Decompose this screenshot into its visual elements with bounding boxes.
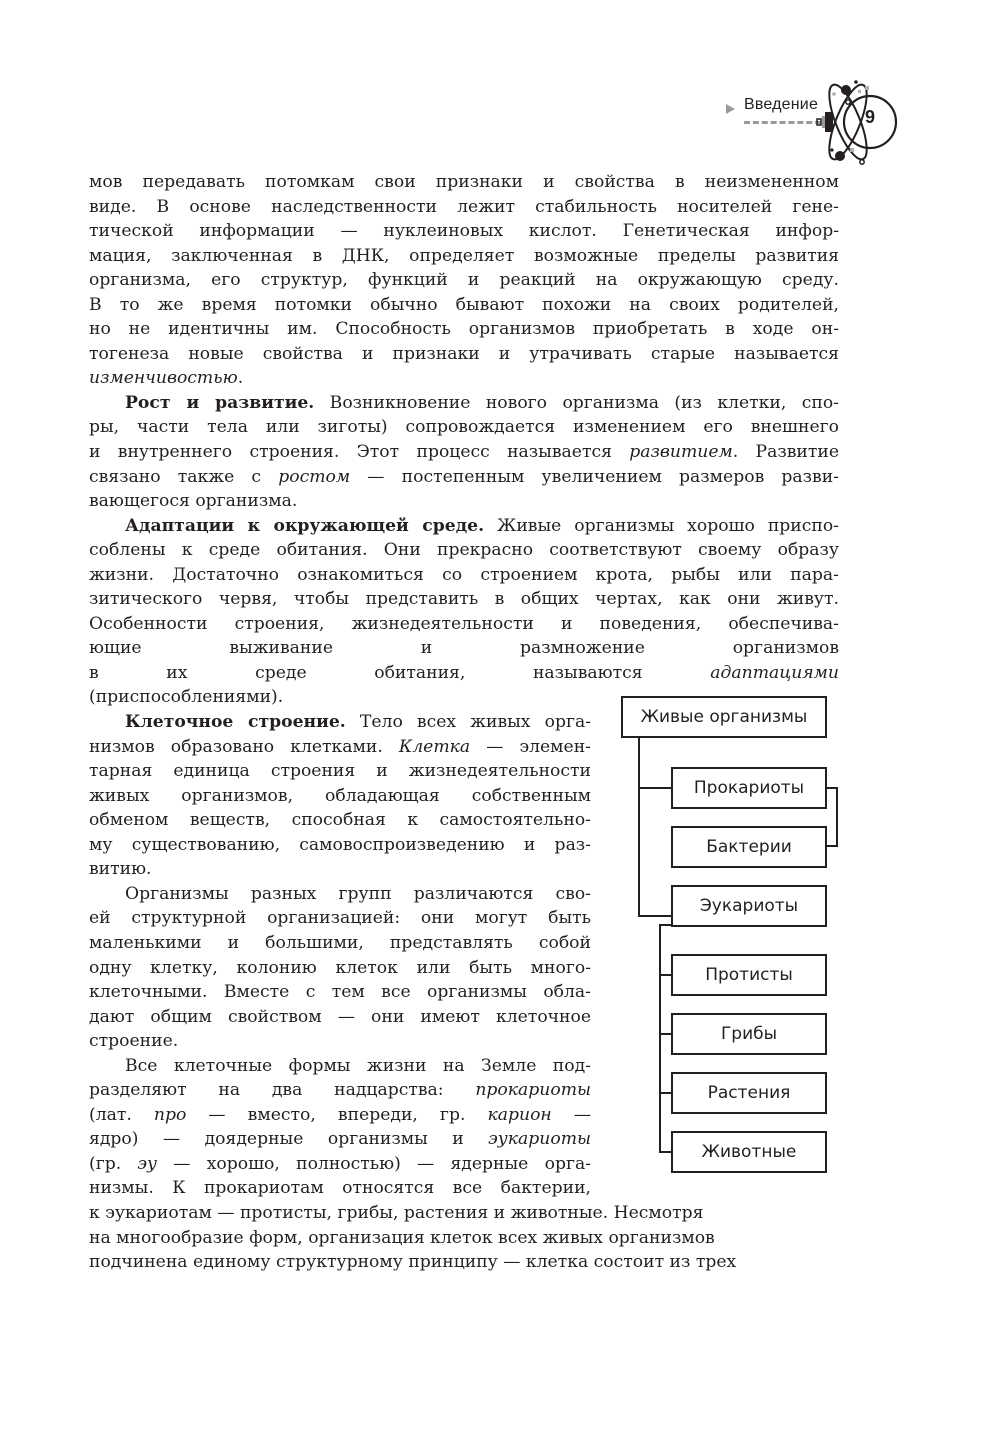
- node-eukaryotes: Эукариоты: [671, 885, 827, 927]
- text-run: вающегося организма.: [89, 491, 298, 512]
- italic-term: развитием: [629, 442, 733, 463]
- text-line: [89, 857, 591, 882]
- text-line: [89, 906, 591, 931]
- paragraph-growth-development: [89, 391, 839, 514]
- node-prokaryotes: Прокариоты: [671, 767, 827, 809]
- connector-bracket-vertical: [836, 787, 838, 847]
- connector-animals: [659, 1151, 671, 1153]
- text-line: [89, 808, 591, 833]
- text-run: маленькими и большими, представлять собой: [89, 932, 591, 953]
- text-line: [89, 317, 839, 342]
- text-line: [89, 759, 591, 784]
- italic-term: изменчивостью: [89, 368, 238, 389]
- text-line: [89, 1029, 591, 1054]
- text-run: В то же время потомки обычно бывают похожи на своих родителей,: [89, 294, 839, 315]
- node-plants: Растения: [671, 1072, 827, 1114]
- text-run: (лат.: [89, 1104, 154, 1125]
- text-run: связано также с: [89, 466, 279, 487]
- text-run: зитического червя, чтобы представить в общих чертах, как они живут.: [89, 589, 839, 610]
- node-animals: Животные: [671, 1131, 827, 1173]
- bold-term: Рост и развитие.: [125, 392, 315, 413]
- paragraph-adaptation: [89, 514, 839, 710]
- text-line: [89, 931, 591, 956]
- node-living-organisms: Живые организмы: [621, 696, 827, 738]
- text-line: [89, 195, 839, 220]
- connector-fungi: [659, 1033, 671, 1035]
- text-run: клеточными. Вместе с тем все организмы обла-: [89, 982, 591, 1003]
- text-run: жизни. Достаточно ознакомиться со строением крота, рыбы или пара-: [89, 564, 839, 585]
- text-line: [89, 440, 839, 465]
- node-protists: Протисты: [671, 954, 827, 996]
- text-line: [89, 219, 839, 244]
- connector-prokaryotes: [638, 787, 671, 789]
- classification-diagram: [600, 690, 840, 1180]
- text-line: [89, 612, 839, 637]
- connector-eukaryotes: [638, 915, 671, 917]
- text-run: — постепенным увеличением размеров разви-: [350, 466, 839, 487]
- text-run: — хорошо, полностью) — ядерные орга-: [157, 1153, 592, 1174]
- text-run: Особенности строения, жизнедеятельности и поведения, обеспечива-: [89, 613, 839, 634]
- text-run: к эукариотам — протисты, грибы, растения и животные. Несмотря: [89, 1202, 704, 1223]
- text-run: дают общим свойством — они имеют клеточное: [89, 1006, 591, 1027]
- text-run: одну клетку, колонию клеток или быть много-: [89, 957, 591, 978]
- text-run: но не идентичны им. Способность организмов приобретать в ходе он-: [89, 319, 839, 340]
- text-line: [89, 710, 591, 735]
- text-run: тогенеза новые свойства и признаки и утрачивать старые называется: [89, 343, 839, 364]
- text-line: [89, 391, 839, 416]
- text-line: [89, 1103, 591, 1128]
- text-run: Организмы разных групп различаются сво-: [125, 883, 591, 904]
- text-line: [89, 636, 839, 661]
- running-header: [720, 78, 910, 168]
- text-run: на многообразие форм, организация клеток всех живых организмов: [89, 1227, 715, 1248]
- text-line: [89, 489, 839, 514]
- text-run: мов передавать потомкам свои признаки и свойства в неизмененном: [89, 172, 839, 192]
- text-run: виде. В основе наследственности лежит стабильность носителей гене-: [89, 196, 839, 217]
- text-line: [89, 587, 839, 612]
- text-run: обменом веществ, способная к самостоятельно-: [89, 810, 591, 831]
- text-line: [89, 244, 839, 269]
- text-line: [89, 661, 839, 686]
- text-run: (приспособлениями).: [89, 687, 284, 708]
- text-line: [89, 784, 591, 809]
- italic-term: Клетка: [398, 736, 471, 757]
- text-line: [89, 293, 839, 318]
- text-run: низмов образовано клетками.: [89, 736, 399, 757]
- text-run: —: [551, 1104, 592, 1125]
- text-line: [89, 882, 591, 907]
- text-run: мация, заключенная в ДНК, определяет возможные пределы развития: [89, 245, 839, 266]
- text-line: [89, 1176, 591, 1201]
- text-run: Живые организмы хорошо приспо-: [484, 515, 839, 536]
- text-line: [89, 563, 839, 588]
- text-run: организма, его структур, функций и реакций на окружающую среду.: [89, 270, 839, 291]
- italic-term: про: [153, 1104, 187, 1125]
- page-number: 9: [865, 107, 876, 127]
- text-line: [89, 1078, 591, 1103]
- text-run: Возникновение нового организма (из клетки, спо-: [314, 392, 839, 413]
- text-line: [89, 170, 839, 195]
- paragraph-heredity-continued: [89, 170, 839, 391]
- text-run: строение.: [89, 1031, 179, 1052]
- text-line: [89, 735, 591, 760]
- atom-icon: [810, 78, 910, 168]
- text-line: [89, 465, 839, 490]
- connector-root-trunk: [638, 736, 640, 916]
- text-run: ры, части тела или зиготы) сопровождается изменением его внешнего: [89, 417, 839, 438]
- text-run: — элемен-: [470, 736, 591, 757]
- text-run: ющие выживание и размножение организмов: [89, 638, 839, 659]
- text-run: витию.: [89, 859, 152, 880]
- text-line: [89, 366, 839, 391]
- node-fungi: Грибы: [671, 1013, 827, 1055]
- text-run: в их среде обитания, называются: [89, 662, 711, 683]
- text-run: (гр.: [89, 1153, 138, 1174]
- connector-eukaryote-trunk: [659, 924, 661, 1153]
- text-line: [89, 1005, 591, 1030]
- text-run: Тело всех живых орга-: [345, 712, 592, 733]
- text-run: му существованию, самовоспроизведению и раз-: [89, 834, 591, 855]
- italic-term: ростом: [278, 466, 351, 487]
- text-line: [89, 980, 591, 1005]
- text-line: [89, 1054, 591, 1079]
- italic-term: карион: [487, 1104, 552, 1125]
- text-line: [89, 538, 839, 563]
- text-run: тической информации — нуклеиновых кислот. Генетическая инфор-: [89, 221, 839, 242]
- bold-term: Адаптации к окружающей среде.: [125, 515, 485, 536]
- text-line: [89, 1250, 737, 1275]
- italic-term: эу: [137, 1153, 158, 1174]
- connector-eukaryote-top: [659, 924, 671, 926]
- text-line: [89, 833, 591, 858]
- text-run: — вместо, впереди, гр.: [186, 1104, 488, 1125]
- text-run: соблены к среде обитания. Они прекрасно соответствуют своему образу: [89, 540, 839, 561]
- text-run: ядро) — доядерные организмы и: [89, 1129, 489, 1150]
- text-run: .: [237, 368, 244, 389]
- connector-protists: [659, 974, 671, 976]
- text-line: [89, 1201, 704, 1226]
- italic-term: прокариоты: [475, 1080, 591, 1101]
- text-run: Все клеточные формы жизни на Земле под-: [125, 1055, 591, 1076]
- text-run: ей структурной организацией: они могут быть: [89, 908, 591, 929]
- text-run: низмы. К прокариотам относятся все бактерии,: [89, 1178, 591, 1199]
- text-run: . Развитие: [732, 442, 839, 463]
- text-line: [89, 268, 839, 293]
- italic-term: эукариоты: [488, 1129, 591, 1150]
- text-line: [89, 1226, 715, 1251]
- triangle-bullet-icon: [726, 104, 735, 114]
- text-line: [89, 1152, 591, 1177]
- text-line: [89, 415, 839, 440]
- node-bacteria: Бактерии: [671, 826, 827, 868]
- text-line: [89, 956, 591, 981]
- text-run: и внутреннего строения. Этот процесс называется: [89, 442, 630, 463]
- text-run: подчинена единому структурному принципу — клетка состоит из трех: [89, 1252, 737, 1273]
- connector-plants: [659, 1092, 671, 1094]
- text-run: тарная единица строения и жизнедеятельности: [89, 761, 591, 782]
- text-line: [89, 1127, 591, 1152]
- text-run: разделяют на два надцарства:: [89, 1080, 476, 1101]
- italic-term: адаптациями: [710, 662, 839, 683]
- text-line: [89, 514, 839, 539]
- text-run: живых организмов, обладающая собственным: [89, 785, 591, 806]
- bold-term: Клеточное строение.: [125, 712, 346, 733]
- text-line: [89, 342, 839, 367]
- section-title: Введение: [744, 96, 819, 113]
